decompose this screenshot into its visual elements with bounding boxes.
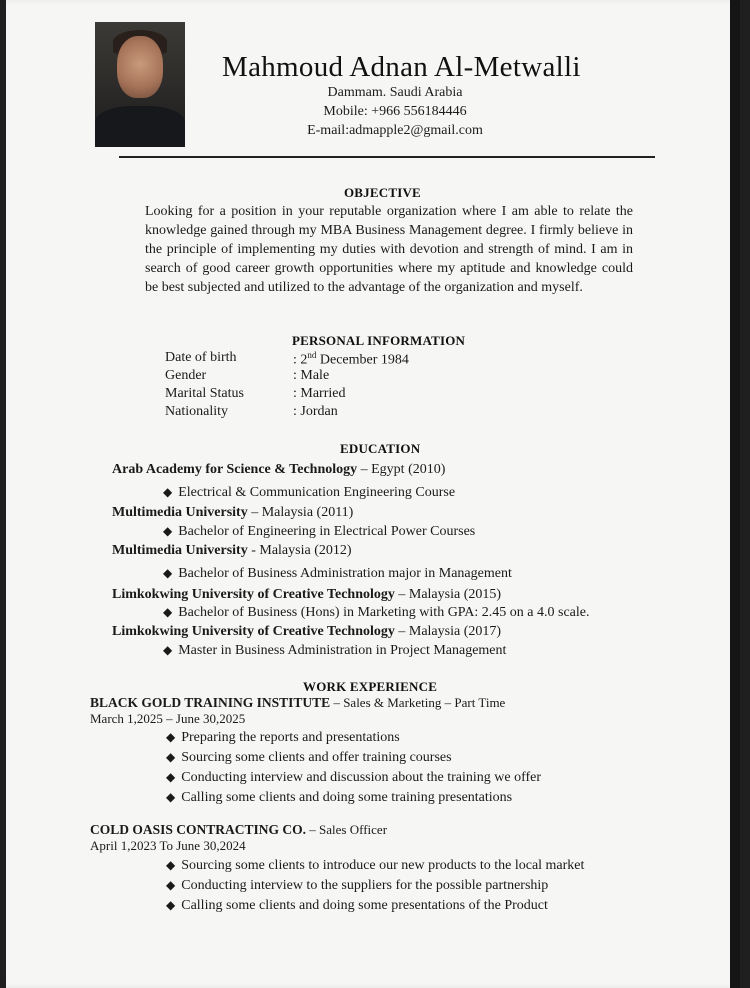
diamond-bullet-icon: ◆	[166, 730, 176, 744]
dob-value: : 2nd December 1984	[293, 350, 409, 368]
profile-photo	[95, 22, 185, 147]
page-edge-shadow	[730, 0, 740, 988]
address: Dammam. Saudi Arabia	[327, 85, 463, 100]
job-dates: March 1,2025 – June 30,2025	[90, 711, 246, 726]
personal-info-title: PERSONAL INFORMATION	[292, 333, 466, 348]
job-duty: ◆ Sourcing some clients to introduce our new products to the local market	[166, 858, 585, 873]
objective-title: OBJECTIVE	[344, 185, 421, 200]
job-duty: ◆ Calling some clients and doing some training presentations	[166, 790, 513, 805]
diamond-bullet-icon: ◆	[163, 643, 173, 657]
email: E-mail:admapple2@gmail.com	[307, 123, 483, 138]
diamond-bullet-icon: ◆	[163, 485, 173, 499]
diamond-bullet-icon: ◆	[166, 878, 176, 892]
resume-page	[6, 0, 740, 988]
job-duty: ◆ Conducting interview and discussion about the training we offer	[166, 770, 542, 785]
education-course: ◆ Electrical & Communication Engineering Course	[163, 485, 456, 500]
diamond-bullet-icon: ◆	[163, 566, 173, 580]
diamond-bullet-icon: ◆	[166, 790, 176, 804]
gender-value: : Male	[293, 368, 330, 383]
job-duty: ◆ Sourcing some clients and offer training courses	[166, 750, 452, 765]
header-divider	[119, 156, 655, 158]
diamond-bullet-icon: ◆	[166, 898, 176, 912]
diamond-bullet-icon: ◆	[166, 770, 176, 784]
job-duty: ◆ Conducting interview to the suppliers for the possible partnership	[166, 878, 549, 893]
dob-label: Date of birth	[165, 350, 237, 365]
education-entry: Arab Academy for Science & Technology – Egypt (2010)	[112, 462, 446, 477]
education-entry: Limkokwing University of Creative Technology – Malaysia (2015)	[112, 587, 502, 602]
diamond-bullet-icon: ◆	[163, 605, 173, 619]
education-course: ◆ Bachelor of Business Administration major in Management	[163, 566, 512, 581]
education-course: ◆ Bachelor of Business (Hons) in Marketing with GPA: 2.45 on a 4.0 scale.	[163, 605, 590, 620]
objective-text: Looking for a position in your reputable organization where I am able to relate the knowledge gained through my MBA Business Management degree. I firmly believe in the principle of implementing my duties with devotion and strength of mind. I am in search of good career growth opportunities where my aptitude and knowledge could be best subjected and utilized to the advantage of the organization and myself.	[145, 204, 633, 295]
education-entry: Multimedia University - Malaysia (2012)	[112, 543, 352, 558]
marital-status-value: : Married	[293, 386, 346, 401]
education-course: ◆ Bachelor of Engineering in Electrical Power Courses	[163, 524, 476, 539]
diamond-bullet-icon: ◆	[166, 858, 176, 872]
work-experience-title: WORK EXPERIENCE	[303, 679, 438, 694]
diamond-bullet-icon: ◆	[166, 750, 176, 764]
nationality-value: : Jordan	[293, 404, 338, 419]
job-duty: ◆ Preparing the reports and presentations	[166, 730, 400, 745]
job-heading: BLACK GOLD TRAINING INSTITUTE – Sales & Marketing – Part Time	[90, 695, 506, 710]
mobile: Mobile: +966 556184446	[323, 104, 467, 119]
job-heading: COLD OASIS CONTRACTING CO. – Sales Officer	[90, 822, 388, 837]
job-duty: ◆ Calling some clients and doing some presentations of the Product	[166, 898, 548, 913]
nationality-label: Nationality	[165, 404, 228, 419]
education-title: EDUCATION	[340, 441, 421, 456]
diamond-bullet-icon: ◆	[163, 524, 173, 538]
education-entry: Multimedia University – Malaysia (2011)	[112, 505, 354, 520]
marital-status-label: Marital Status	[165, 386, 244, 401]
candidate-name: Mahmoud Adnan Al-Metwalli	[222, 51, 581, 83]
job-dates: April 1,2023 To June 30,2024	[90, 838, 246, 853]
education-entry: Limkokwing University of Creative Technology – Malaysia (2017)	[112, 624, 502, 639]
education-course: ◆ Master in Business Administration in Project Management	[163, 643, 507, 658]
gender-label: Gender	[165, 368, 207, 383]
